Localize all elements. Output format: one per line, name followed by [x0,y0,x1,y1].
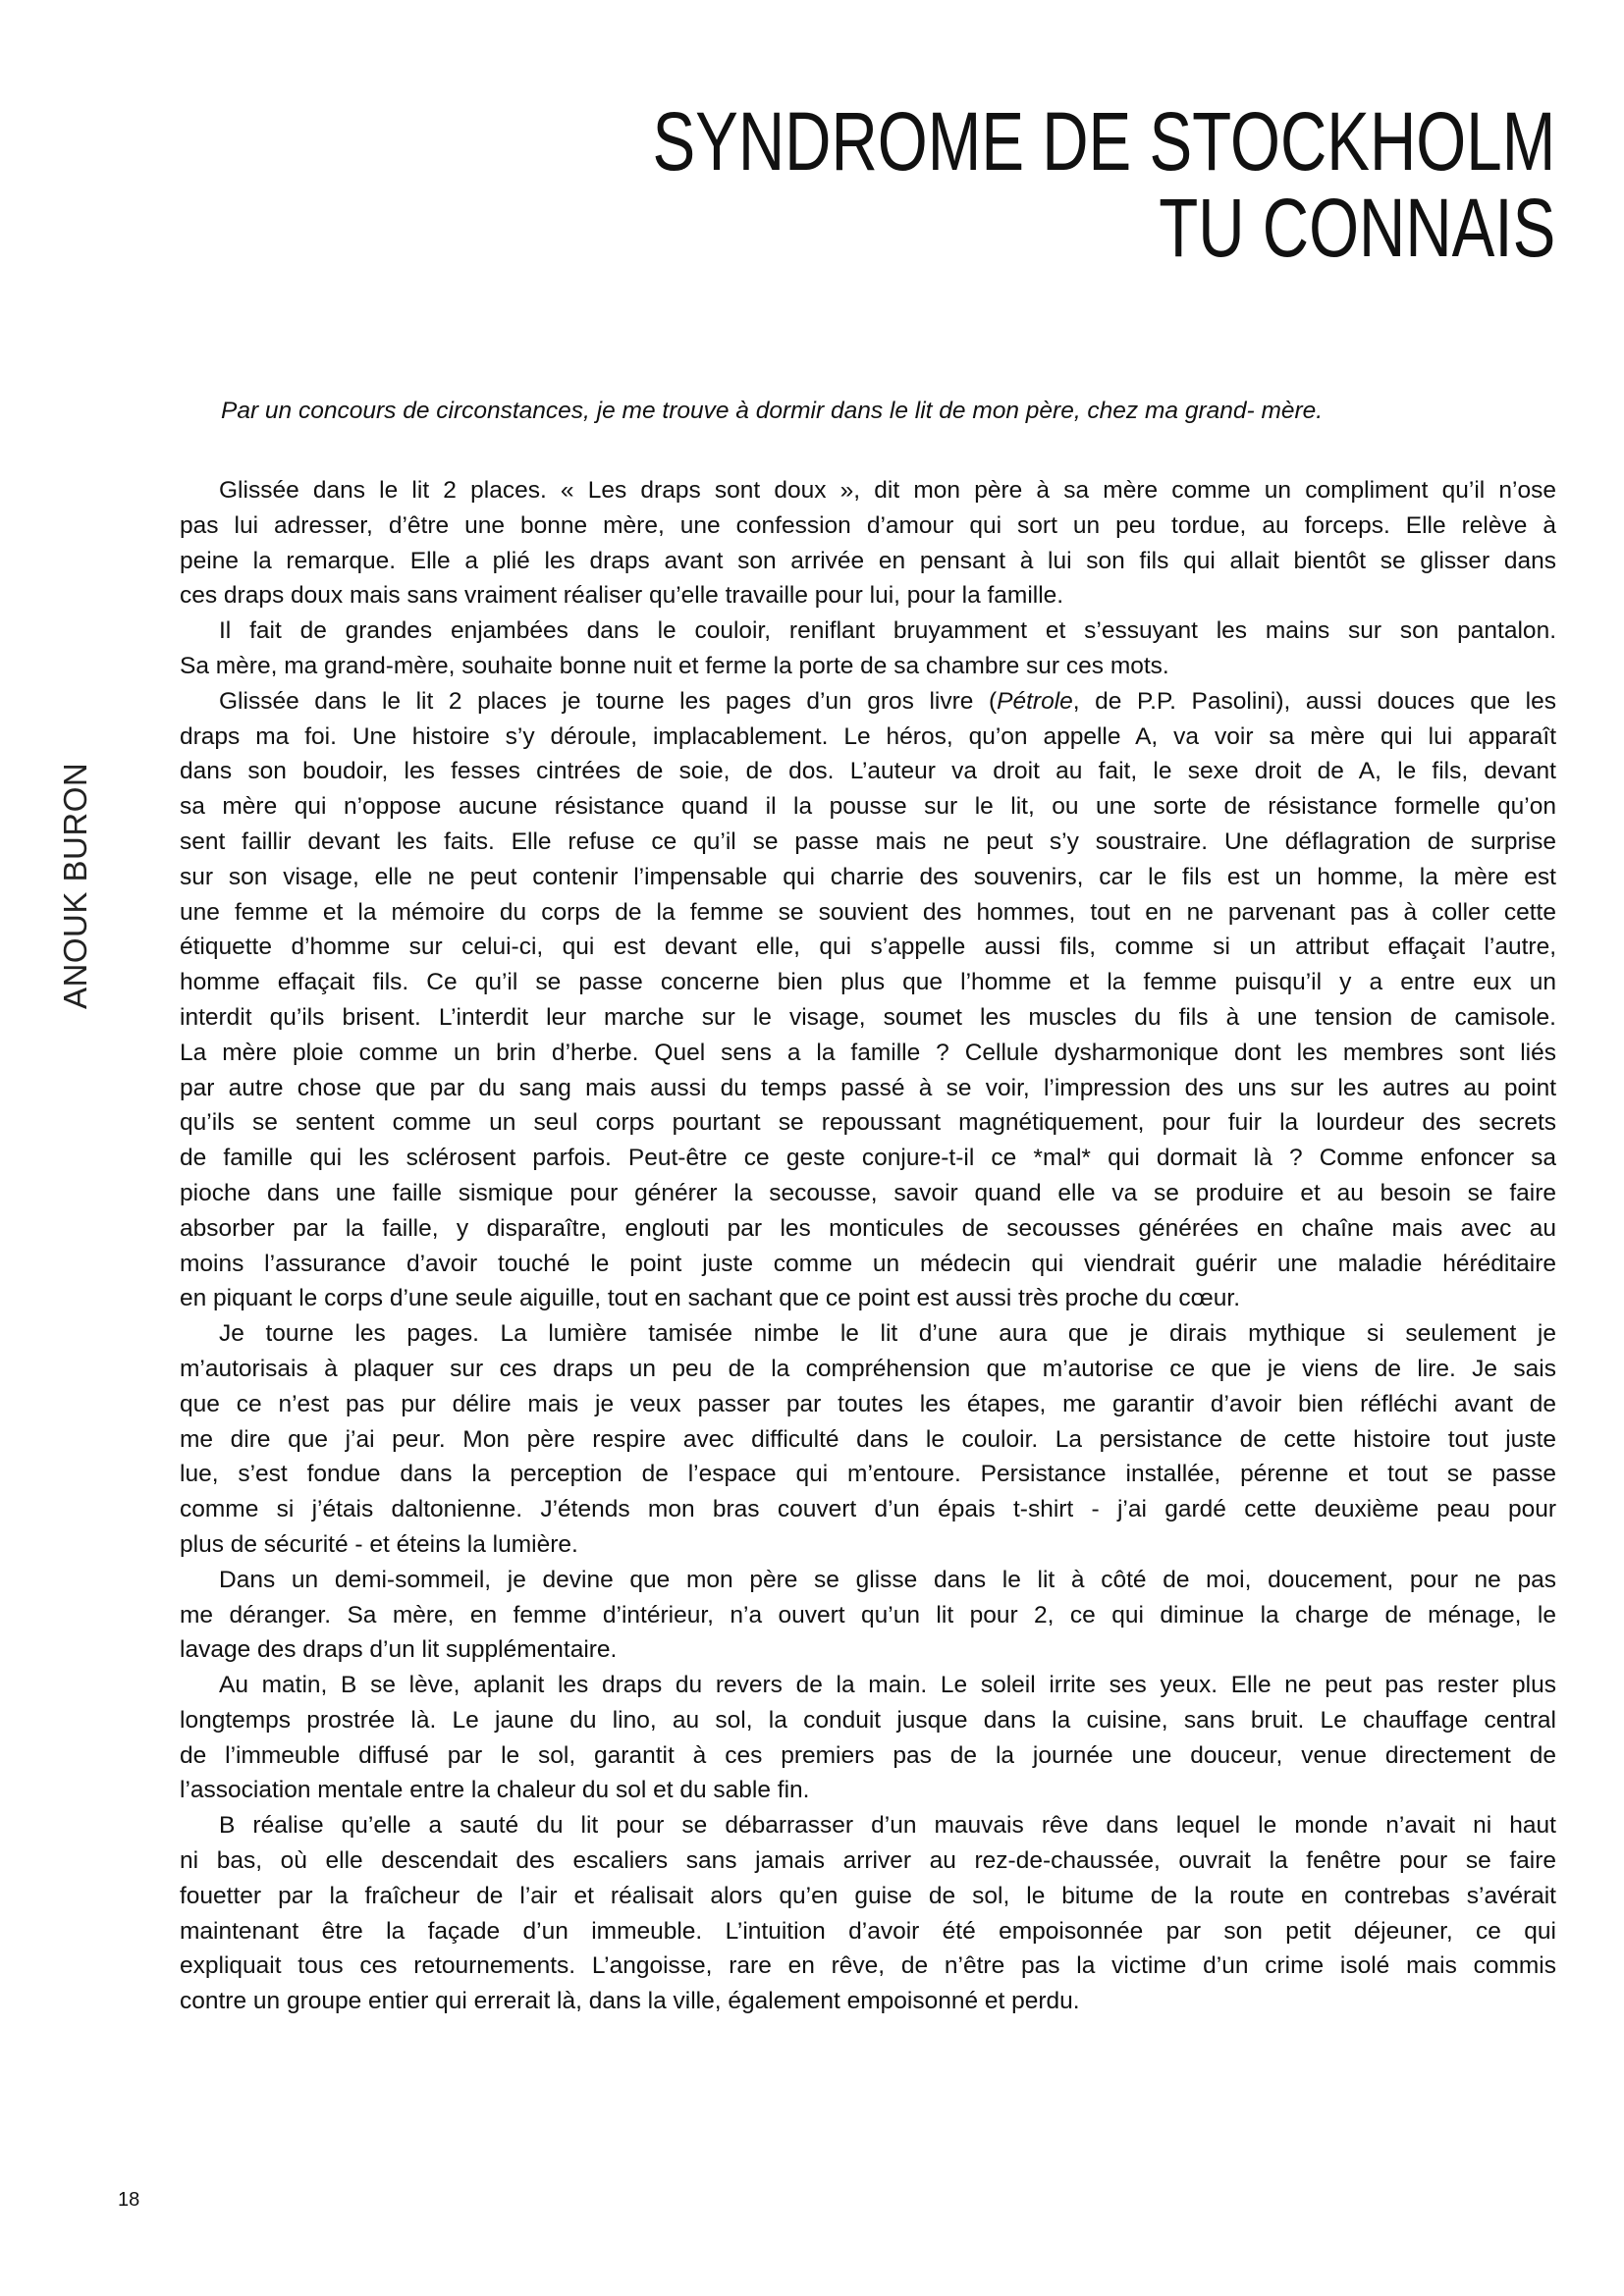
text-line: l’association mentale entre la chaleur du sol et du sable fin. [180,1777,810,1804]
text-line: une femme et la mémoire du corps de la femme se souvient des hommes, tout en ne parvenant pas à coller cette [180,898,1556,926]
text-line: lue, s’est fondue dans la perception de l’espace qui m’entoure. Persistance installée, pérenne et tout se passe [180,1461,1556,1488]
text-line: me dire que j’ai peur. Mon père respire avec difficulté dans le couloir. La persistance de cette histoire tout juste [180,1425,1556,1453]
text-line: Au matin, B se lève, aplanit les draps du revers de la main. Le soleil irrite ses yeux. Elle ne peut pas rester plus [219,1672,1556,1699]
text-line: m’autorisais à plaquer sur ces draps un peu de la compréhension que m’autorise ce que je viens de lire. Je sais [180,1355,1556,1382]
text-line: peine la remarque. Elle a plié les draps avant son arrivée en pensant à lui son fils qui allait bientôt se glisser dans [180,547,1556,574]
body-text [180,473,1556,2019]
text-line: expliquait tous ces retournements. L’angoisse, rare en rêve, de n’être pas la victime d’un crime isolé mais commis [180,1952,1556,1980]
text-line: pas lui adresser, d’être une bonne mère, une confession d’amour qui sort un peu tordue, au forceps. Elle relève à [180,511,1556,539]
author-name: ANOUK BURON [57,762,93,1009]
paragraph [180,614,1556,684]
text-line: de l’immeuble diffusé par le sol, garantit à ces premiers pas de la journée une douceur, venue directement de [180,1741,1556,1769]
text-line: sa mère qui n’oppose aucune résistance quand il la pousse sur le lit, ou une sorte de résistance formelle qu’on [180,793,1556,821]
text-line: moins l’assurance d’avoir touché le point juste comme un médecin qui viendrait guérir une maladie héréditaire [180,1250,1556,1277]
text-segment: Glissée dans le lit 2 places je tourne les pages d’un gros livre ( [219,687,998,715]
text-line: étiquette d’homme sur celui-ci, qui est devant elle, qui s’appelle aussi fils, comme si un attribut effaçait l’autre, [180,934,1556,961]
text-line: pioche dans une faille sismique pour générer la secousse, savoir quand elle va se produire et au besoin se faire [180,1179,1556,1206]
text-line: dans son boudoir, les fesses cintrées de soie, de dos. L’auteur va droit au fait, le sexe droit de A, le fils, devant [180,758,1556,785]
text-line: de famille qui les sclérosent parfois. Peut-être ce geste conjure-t-il ce *mal* qui dormait là ? Comme enfoncer sa [180,1145,1556,1172]
text-line: Je tourne les pages. La lumière tamisée nimbe le lit d’une aura que je dirais mythique si seulement je [219,1320,1556,1348]
text-line: homme effaçait fils. Ce qu’il se passe concerne bien plus que l’homme et la femme puisqu’il y a entre eux un [180,969,1556,996]
text-line: fouetter par la fraîcheur de l’air et réalisait alors qu’en guise de sol, le bitume de la route en contrebas s’avérait [180,1882,1556,1909]
text-segment: , de P.P. Pasolini), aussi douces que les [1072,687,1556,715]
text-line: sur son visage, elle ne peut contenir l’impensable qui charrie des souvenirs, car le fils est un homme, la mère est [180,863,1556,890]
paragraph [180,1668,1556,1808]
text-line: draps ma foi. Une histoire s’y déroule, implacablement. Le héros, qu’on appelle A, va voir sa mère qui lui apparaît [180,722,1556,750]
chapter-title-line-1: SYNDROME DE STOCKHOLM [652,95,1555,187]
text-line: interdit qu’ils brisent. L’interdit leur marche sur le visage, soumet les muscles du fils à une tension de camisole. [180,1003,1556,1031]
text-line: en piquant le corps d’une seule aiguille, tout en sachant que ce point est aussi très proche du cœur. [180,1285,1241,1312]
paragraph [180,1316,1556,1563]
chapter-title-line-2: TU CONNAIS [1158,182,1555,274]
text-line: La mère ploie comme un brin d’herbe. Quel sens a la famille ? Cellule dysharmonique dont les membres sont liés [180,1039,1556,1066]
text-line: sent faillir devant les faits. Elle refuse ce qu’il se passe mais ne peut s’y soustraire. Une déflagration de surprise [180,828,1556,855]
text-line: absorber par la faille, y disparaître, englouti par les monticules de secousses générées en chaîne mais avec au [180,1214,1556,1242]
paragraph [180,684,1556,1316]
text-line: Il fait de grandes enjambées dans le couloir, reniflant bruyamment et s’essuyant les mains sur son pantalon. [219,617,1556,645]
text-line: qu’ils se sentent comme un seul corps pourtant se repoussant magnétiquement, pour fuir la lourdeur des secrets [180,1109,1556,1137]
intro-sentence: Par un concours de circonstances, je me trouve à dormir dans le lit de mon père, chez ma grand- mère. [221,398,1324,424]
text-line: lavage des draps d’un lit supplémentaire. [180,1636,618,1664]
chapter-title [398,95,1555,274]
text-line: B réalise qu’elle a sauté du lit pour se débarrasser d’un mauvais rêve dans lequel le monde n’avait ni haut [219,1812,1556,1840]
text-line: maintenant être la façade d’un immeuble. L’intuition d’avoir été empoisonnée par son petit déjeuner, ce qui [180,1917,1556,1945]
text-line: contre un groupe entier qui errerait là, dans la ville, également empoisonné et perdu. [180,1988,1080,2015]
text-line: me déranger. Sa mère, en femme d’intérieur, n’a ouvert qu’un lit pour 2, ce qui diminue la charge de ménage, le [180,1601,1556,1629]
text-line: que ce n’est pas pur délire mais je veux passer par toutes les étapes, me garantir d’avoir bien réfléchi avant de [180,1390,1556,1417]
text-line: ces draps doux mais sans vraiment réaliser qu’elle travaille pour lui, pour la famille. [180,582,1064,610]
text-line: Glissée dans le lit 2 places. « Les draps sont doux », dit mon père à sa mère comme un compliment qu’il n’ose [219,477,1556,504]
text-line: Dans un demi-sommeil, je devine que mon père se glisse dans le lit à côté de moi, doucement, pour ne pas [219,1566,1556,1593]
page-number: 18 [118,2189,140,2211]
text-line: par autre chose que par du sang mais aussi du temps passé à se voir, l’impression des uns sur les autres au point [180,1074,1556,1101]
book-title: Pétrole [997,687,1073,715]
text-line: Sa mère, ma grand-mère, souhaite bonne nuit et ferme la porte de sa chambre sur ces mots. [180,652,1169,679]
paragraph [180,473,1556,614]
text-line: comme si j’étais daltonienne. J’étends mon bras couvert d’un épais t-shirt - j’ai gardé cette deuxième peau pour [180,1496,1556,1523]
paragraph [180,1563,1556,1668]
text-line: longtemps prostrée là. Le jaune du lino, au sol, la conduit jusque dans la cuisine, sans bruit. Le chauffage central [180,1706,1556,1734]
text-line: plus de sécurité - et éteins la lumière. [180,1530,578,1558]
text-line: ni bas, où elle descendait des escaliers sans jamais arriver au rez-de-chaussée, ouvrait la fenêtre pour se faire [180,1847,1556,1875]
text-line [180,684,1556,720]
paragraph [180,1808,1556,2019]
